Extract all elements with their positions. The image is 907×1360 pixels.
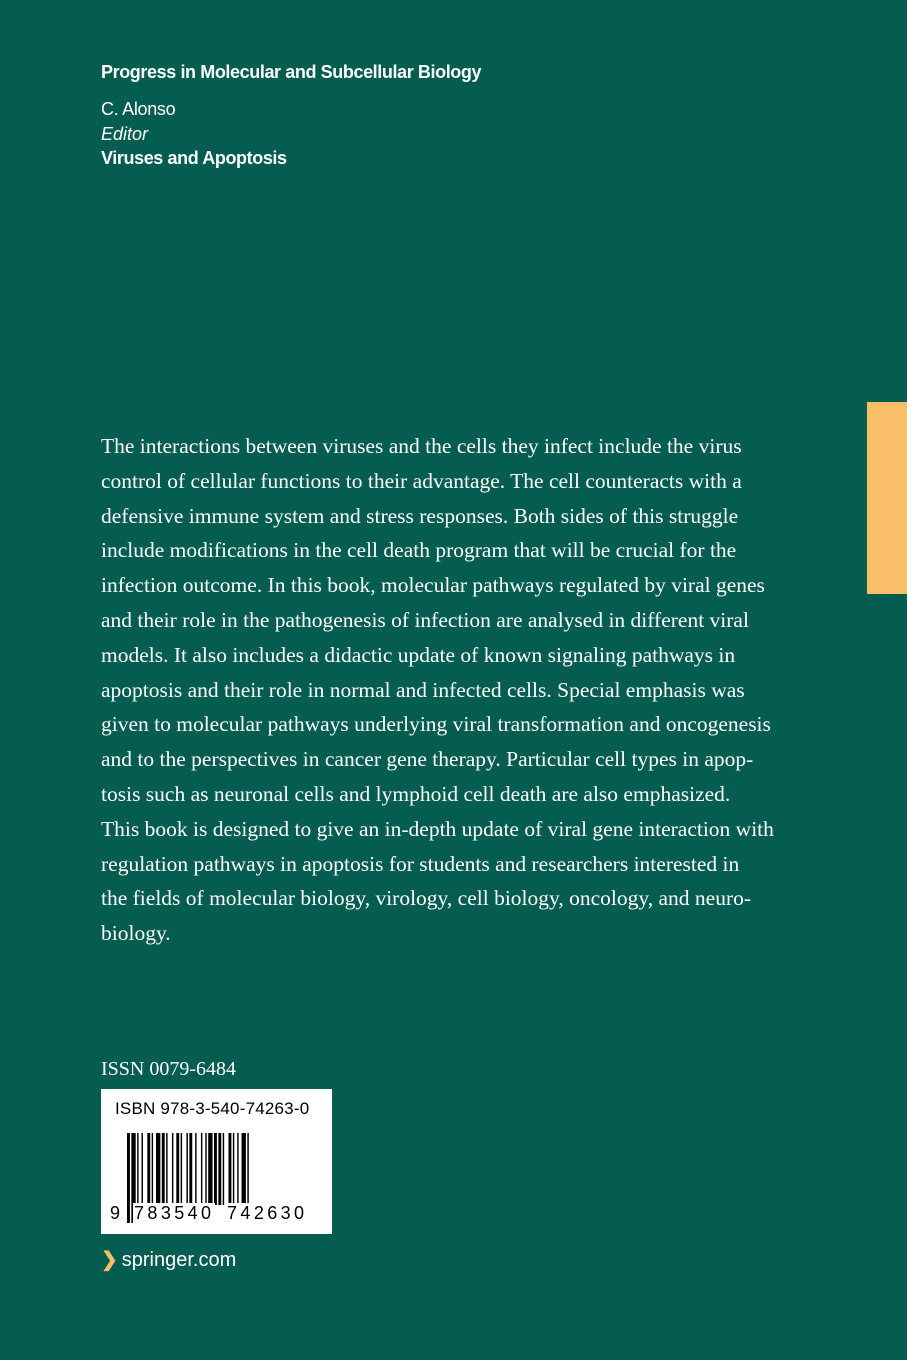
- barcode-bar: [205, 1133, 206, 1205]
- book-title: Viruses and Apoptosis: [101, 148, 287, 168]
- editor-role: Editor: [101, 124, 149, 144]
- barcode-digits: [109, 1203, 329, 1229]
- isbn-text: ISBN 978-3-540-74263-0: [115, 1099, 310, 1118]
- blurb-line: infection outcome. In this book, molecular pathways regulated by viral genes: [101, 573, 765, 598]
- barcode-box: [101, 1089, 332, 1234]
- barcode-bar: [218, 1133, 221, 1205]
- barcode-bar: [181, 1133, 182, 1205]
- barcode-bar: [137, 1133, 138, 1205]
- publisher-link[interactable]: [101, 1247, 236, 1272]
- blurb-line: and their role in the pathogenesis of infection are analysed in different viral: [101, 607, 749, 632]
- barcode-bar: [166, 1133, 167, 1205]
- barcode-digits-right: 742630: [227, 1203, 308, 1223]
- barcode-bar: [156, 1133, 160, 1205]
- blurb-line: the fields of molecular biology, virology, cell biology, oncology, and neuro-: [101, 886, 752, 911]
- barcode-digit-first: 9: [110, 1203, 121, 1223]
- blurb-line: biology.: [101, 921, 171, 946]
- barcode-bar: [233, 1133, 234, 1205]
- barcode-bar: [208, 1133, 212, 1205]
- blurb-line: defensive immune system and stress responses. Both sides of this struggle: [101, 503, 739, 528]
- barcode-bar: [152, 1133, 153, 1205]
- barcode-bar: [237, 1133, 238, 1205]
- blurb: [101, 429, 821, 951]
- barcode-bar: [147, 1133, 150, 1205]
- barcode-bar: [142, 1133, 143, 1205]
- blurb-line: and to the perspectives in cancer gene therapy. Particular cell types in apop-: [101, 747, 754, 772]
- barcode-bar: [189, 1133, 192, 1205]
- barcode-bar: [229, 1133, 232, 1205]
- color-tab: [867, 402, 907, 594]
- barcode-bar: [162, 1133, 165, 1205]
- series-title: Progress in Molecular and Subcellular Biology: [101, 62, 482, 82]
- blurb-line: include modifications in the cell death program that will be crucial for the: [101, 538, 737, 563]
- barcode-bar: [214, 1133, 217, 1205]
- issn: ISSN 0079-6484: [101, 1058, 237, 1080]
- blurb-line: given to molecular pathways underlying viral transformation and oncogenesis: [101, 712, 771, 737]
- blurb-line: The interactions between viruses and the cells they infect include the virus: [101, 434, 742, 458]
- blurb-line: control of cellular functions to their advantage. The cell counteracts with a: [101, 468, 742, 493]
- blurb-line: models. It also includes a didactic update of known signaling pathways in: [101, 642, 736, 667]
- blurb-line: regulation pathways in apoptosis for students and researchers interested in: [101, 851, 740, 876]
- barcode-bar: [223, 1133, 224, 1205]
- publisher-url: springer.com: [121, 1249, 237, 1271]
- blurb-line: This book is designed to give an in-depth update of viral gene interaction with: [101, 816, 774, 841]
- barcode-digits-left: 783540: [134, 1203, 215, 1223]
- chevron-right-icon: ❯: [101, 1249, 118, 1271]
- blurb-line: apoptosis and their role in normal and infected cells. Special emphasis was: [101, 677, 745, 702]
- barcode-bar: [172, 1133, 173, 1205]
- blurb-line: tosis such as neuronal cells and lymphoid cell death are also emphasized.: [101, 781, 731, 806]
- barcode-bar: [176, 1133, 179, 1205]
- barcode-bar: [186, 1133, 187, 1205]
- editor-name: C. Alonso: [101, 99, 176, 119]
